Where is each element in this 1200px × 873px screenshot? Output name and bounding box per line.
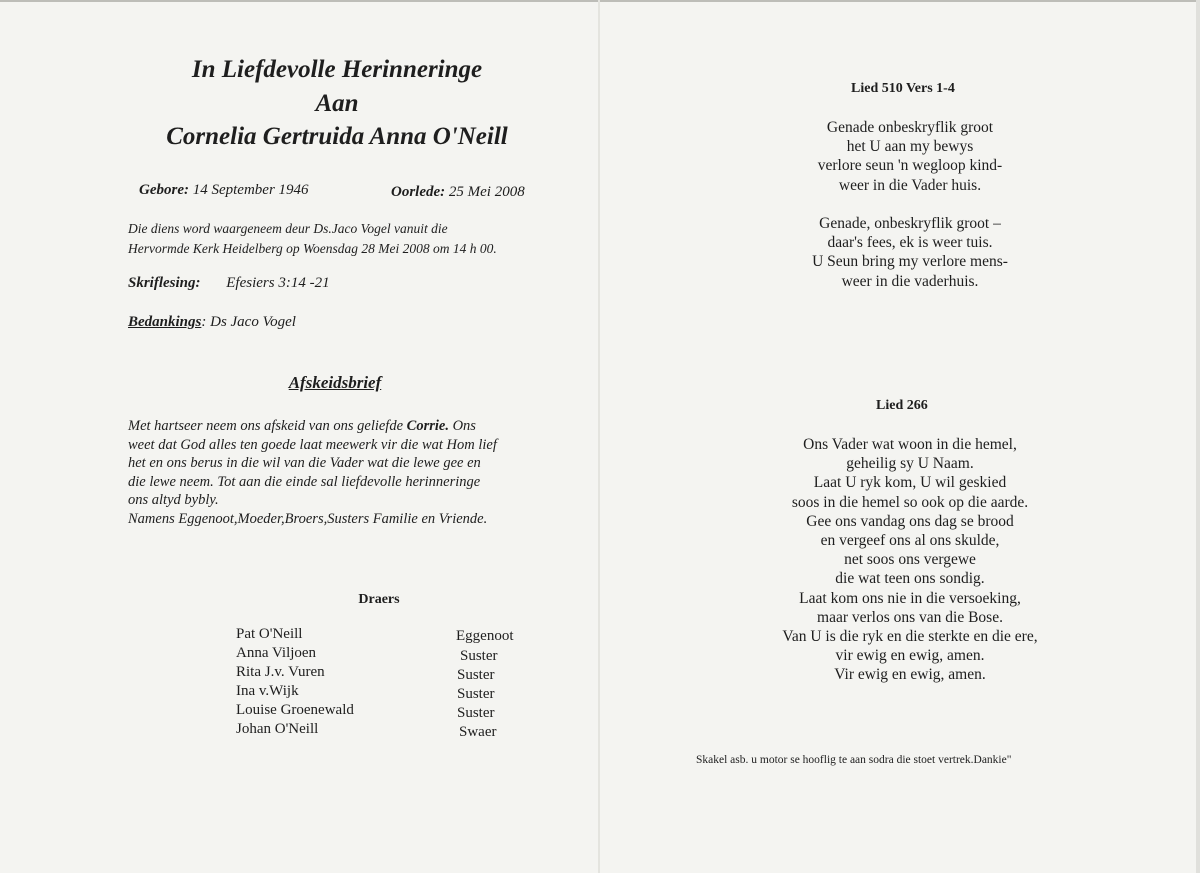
hymn-line: daar's fees, ek is weer tuis.: [827, 234, 993, 252]
thanks-colon: :: [201, 314, 207, 330]
hymn-266-heading: Lied 266: [876, 398, 928, 413]
hymn-line: weer in die vaderhuis.: [841, 272, 979, 290]
thanks: [128, 314, 296, 331]
hymn-line: Laat U ryk kom, U wil geskied: [813, 474, 1007, 492]
hymn-510-verse-1: [600, 118, 1200, 195]
hymn-line: Ons Vader wat woon in die hemel,: [803, 436, 1017, 453]
farewell-signoff: Namens Eggenoot,Moeder,Broers,Susters Familie en Vriende.: [128, 510, 488, 527]
hymn-line: geheilig sy U Naam.: [846, 455, 974, 473]
farewell-line-text: Met hartseer neem ons afskeid van ons geliefde: [128, 418, 404, 434]
hymn-line: soos in die hemel so ook op die aarde.: [791, 493, 1029, 511]
hymn-line: Genade onbeskryflik groot: [826, 119, 994, 136]
farewell-name: Corrie.: [406, 418, 449, 434]
thanks-label: Bedankings: [128, 314, 202, 330]
farewell-letter: [128, 417, 497, 529]
service-line-1: Die diens word waargeneem deur Ds.Jaco Vogel vanuit die: [128, 221, 448, 236]
hymn-line: Vir ewig en ewig, amen.: [834, 666, 986, 684]
hymn-266-text: [600, 435, 1200, 685]
pallbearer-relation: Suster: [457, 705, 495, 721]
pallbearer-relation: Suster: [460, 648, 498, 664]
pallbearer-relation: Eggenoot: [456, 628, 514, 644]
birth-date: [139, 182, 309, 199]
pallbearer-name: Pat O'Neill: [236, 626, 303, 642]
scripture-label: Skriflesing:: [128, 275, 201, 291]
hymn-line: die wat teen ons sondig.: [835, 570, 985, 588]
hymn-510-verse-2: [600, 214, 1200, 291]
hymn-line: U Seun bring my verlore mens-: [812, 253, 1008, 271]
birth-label: Gebore:: [139, 182, 189, 198]
hymn-line: Gee ons vandag ons dag se brood: [806, 512, 1014, 530]
hymn-line: Laat kom ons nie in die versoeking,: [799, 589, 1021, 607]
farewell-line-end: Ons: [452, 418, 476, 434]
death-label: Oorlede:: [391, 184, 446, 200]
farewell-heading: Afskeidsbrief: [288, 373, 382, 392]
birth-value: 14 September 1946: [192, 182, 309, 198]
hymn-line: en vergeef ons al ons skulde,: [820, 532, 1000, 550]
headlights-notice: Skakel asb. u motor se hooflig te aan sodra die stoet vertrek.Dankie": [696, 754, 1012, 766]
hymn-510-heading: Lied 510 Vers 1-4: [851, 81, 955, 96]
pallbearer-relation: Suster: [457, 686, 495, 702]
scripture-value: Efesiers 3:14 -21: [226, 275, 330, 291]
farewell-line: [128, 417, 497, 436]
pallbearers-heading: Draers: [358, 592, 400, 607]
scripture-reading: [128, 275, 330, 292]
pallbearer-relation: Suster: [457, 667, 495, 683]
farewell-line: die lewe neem. Tot aan die einde sal liefdevolle herinneringe: [128, 473, 481, 490]
title-name: Cornelia Gertruida Anna O'Neill: [166, 123, 508, 150]
pallbearer-name: Ina v.Wijk: [236, 683, 299, 699]
death-date: [391, 184, 525, 201]
thanks-value: Ds Jaco Vogel: [210, 314, 296, 330]
hymn-line: Genade, onbeskryflik groot –: [819, 215, 1001, 232]
paper-top-edge: [0, 0, 1200, 2]
farewell-line: het en ons berus in die wil van die Vader wat die lewe gee en: [128, 455, 481, 472]
farewell-line: ons altyd bybly.: [128, 492, 219, 509]
hymn-line: het U aan my bewys: [846, 138, 974, 156]
pallbearer-relation: Swaer: [459, 724, 497, 740]
title-line-2: Aan: [315, 90, 359, 117]
hymn-line: maar verlos ons van die Bose.: [817, 608, 1003, 626]
hymn-line: verlore seun 'n wegloop kind-: [817, 157, 1003, 175]
hymn-line: net soos ons vergewe: [844, 551, 976, 569]
service-line-2: Hervormde Kerk Heidelberg op Woensdag 28 Mei 2008 om 14 h 00.: [128, 241, 497, 256]
pallbearer-name: Anna Viljoen: [236, 645, 317, 661]
farewell-line: weet dat God alles ten goede laat meewerk vir die wat Hom lief: [128, 436, 497, 453]
pallbearer-name: Rita J.v. Vuren: [236, 664, 325, 680]
pallbearer-name: Johan O'Neill: [236, 721, 319, 737]
hymn-line: Van U is die ryk en die sterkte en die ere,: [782, 628, 1038, 646]
pallbearer-name: Louise Groenewald: [236, 702, 354, 718]
hymn-line: weer in die Vader huis.: [838, 176, 982, 194]
title-line-1: In Liefdevolle Herinneringe: [191, 56, 483, 83]
hymn-line: vir ewig en ewig, amen.: [835, 647, 985, 665]
death-value: 25 Mei 2008: [448, 184, 525, 200]
